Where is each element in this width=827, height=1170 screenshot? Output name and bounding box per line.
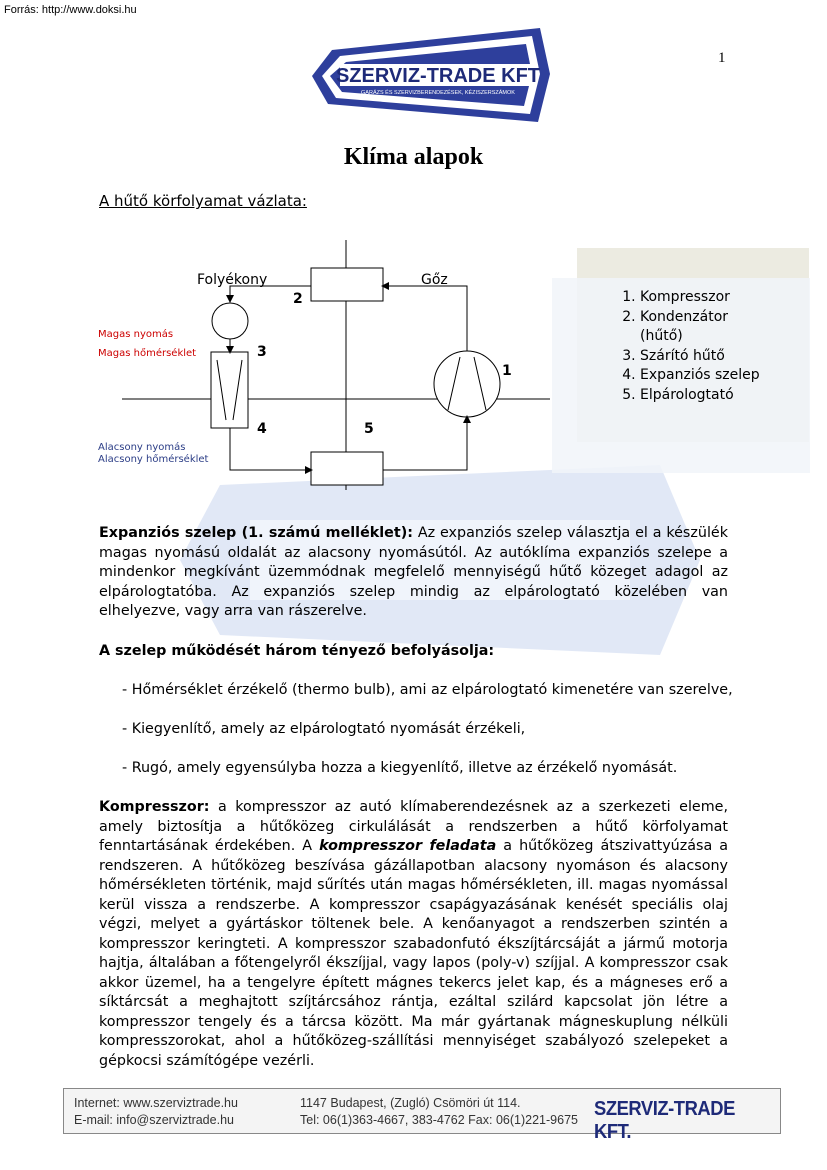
- label-liquid: Folyékony: [197, 272, 268, 288]
- legend-item: 4. Expanziós szelep: [640, 366, 760, 386]
- expansion-valve-paragraph: [99, 524, 728, 622]
- label-low-pressure: Alacsony nyomás: [98, 442, 186, 453]
- pipe-evaporator-to-compressor: [383, 417, 467, 470]
- list-item: - Hőmérséklet érzékelő (thermo bulb), ami az elpárologtató kimenetére van szerelve,: [122, 682, 733, 698]
- footer-phone: Tel: 06(1)363-4667, 383-4762 Fax: 06(1)221-9675: [300, 1113, 578, 1127]
- compressor-text-part2: a hűtőközeg átszivattyúzása a rendszeren. A hűtőközeg beszívása gázállapotban alacsony nyomáson és alacsony hőmérsékleten történik, majd sűrítés után magas hőmérsékleten, ill. magas nyomással kerül vissza a rendszerbe. A kompresszor csapágyazásának kenését speciális olaj végzi, melyet a gyártáskor töltenek bele. A kenőanyagot a rendszerben szintén a kompresszor keringteti. A kompresszor szabadonfutó ékszíjtárcsáját a jármű motorja hajtja, általában a főtengelyről ékszíjjal, vagy lapos (poly-v) szíjjal. A kompresszor csak akkor üzemel, ha a tengelyre épített mágnes tekercs jelet kap, és a mágneses erő a síktárcsát a meghajtott szíjtárcsához rántja, ezáltal szilárd kapcsolat jön létre a kompresszor tengely és a tárcsa között. Ma már gyártanak mágneskuplung nélküli kompresszorokat, ahol a hűtőközeg-szállítási mennyiséget szabályozó szelepeket a gépkocsi számítógépe vezérli.: [99, 838, 729, 1069]
- diagram-subheading: A hűtő körfolyamat vázlata:: [99, 192, 307, 210]
- footer-internet: Internet: www.szerviztrade.hu: [74, 1096, 238, 1110]
- footer-address-block: [300, 1095, 578, 1129]
- page-title: Klíma alapok: [343, 144, 484, 170]
- valve-factors-heading: A szelep működését három tényező befolyásolja:: [99, 643, 495, 659]
- number-5: 5: [364, 421, 374, 437]
- number-1: 1: [502, 363, 512, 379]
- pipe-valve-to-evaporator: [230, 428, 311, 470]
- compressor-emphasis: kompresszor feladata: [319, 838, 497, 854]
- number-3: 3: [257, 344, 267, 360]
- number-4: 4: [257, 421, 267, 437]
- label-low-temperature: Alacsony hőmérséklet: [98, 454, 209, 465]
- footer-contact: [74, 1095, 238, 1129]
- dryer-symbol: [212, 303, 248, 339]
- label-high-temperature: Magas hőmérséklet: [98, 348, 197, 359]
- compressor-text-part1: a kompresszor az autó klímaberendezésnek az a szerkezeti eleme, amely biztosítja a hűtőközeg cirkulálását a rendszerben a hűtő körfolyamat fenntartásának érdekében. A: [99, 799, 728, 854]
- footer-email: E-mail: info@szerviztrade.hu: [74, 1113, 234, 1127]
- legend-item: 5. Elpárologtató: [640, 386, 760, 406]
- page-number: 1: [718, 50, 726, 66]
- expansion-valve-heading: Expanziós szelep (1. számú melléklet):: [99, 525, 413, 541]
- pipe-compressor-to-condenser: [383, 286, 467, 351]
- valve-factors-heading-block: [99, 642, 728, 662]
- legend-item: 2. Kondenzátor (hűtő): [640, 308, 750, 347]
- footer-address: 1147 Budapest, (Zugló) Csömöri út 114.: [300, 1096, 521, 1110]
- evaporator-box: [311, 452, 383, 485]
- compressor-symbol: [434, 351, 500, 417]
- source-line: Forrás: http://www.doksi.hu: [4, 4, 137, 16]
- svg-text:SZERVIZ-TRADE KFT: SZERVIZ-TRADE KFT: [335, 65, 541, 87]
- svg-text:GARÁZS ÉS SZERVIZBERENDEZÉSEK,: GARÁZS ÉS SZERVIZBERENDEZÉSEK, KÉZISZERSZÁMOK: [361, 90, 515, 96]
- company-logo: [310, 24, 555, 126]
- page-footer: [63, 1088, 781, 1143]
- expansion-valve-text: Az expanziós szelep választja el a készülék magas nyomású oldalát az alacsony nyomásútól. Az autóklíma expanziós szelepe a mindenkor megkívánt üzemmódnak megfelelő mennyiségű hűtő közeget adagol az elpárologtatóba. Az expanziós szelep mindig az elpárologtató közelében van elhelyezve, vagy arra van rászerelve.: [99, 525, 728, 619]
- number-2: 2: [293, 291, 303, 307]
- legend-item: 1. Kompresszor: [640, 288, 760, 308]
- footer-company: SZERVIZ-TRADE KFT.: [594, 1098, 735, 1143]
- compressor-paragraph: [99, 798, 728, 1071]
- expansion-valve-box: [211, 352, 248, 428]
- label-high-pressure: Magas nyomás: [98, 329, 174, 340]
- label-gas: Gőz: [421, 272, 448, 288]
- list-item: - Rugó, amely egyensúlyba hozza a kiegyenlítő, illetve az érzékelő nyomását.: [122, 760, 678, 776]
- legend-item: 3. Szárító hűtő: [640, 347, 760, 367]
- compressor-heading: Kompresszor:: [99, 799, 210, 815]
- list-item: - Kiegyenlítő, amely az elpárologtató nyomását érzékeli,: [122, 721, 526, 737]
- condenser-box: [311, 268, 383, 301]
